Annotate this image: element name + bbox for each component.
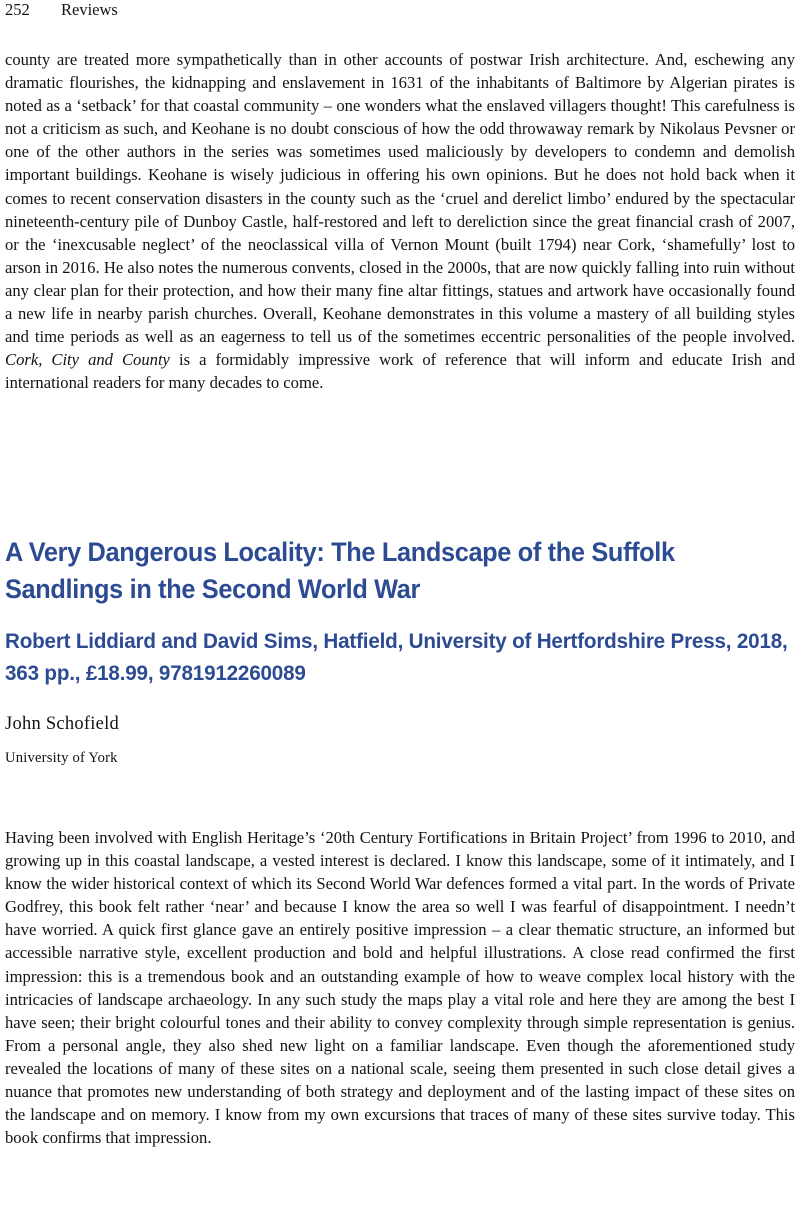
running-head-title: Reviews: [61, 0, 118, 19]
reviewer-affiliation: University of York: [5, 750, 118, 766]
continued-review-paragraph: [5, 48, 795, 394]
running-head: [5, 0, 795, 24]
review-imprint: Robert Liddiard and David Sims, Hatfield, University of Hertfordshire Press, 2018, 363 pp., £18.99, 9781912260089: [5, 629, 788, 685]
review-header: [5, 534, 795, 689]
review-title: A Very Dangerous Locality: The Landscape of the Suffolk Sandlings in the Second World War: [5, 537, 675, 604]
cited-book-title: Cork, City and County: [5, 350, 170, 370]
reviewer-name: John Schofield: [5, 714, 119, 734]
review-body-paragraph: Having been involved with English Heritage’s ‘20th Century Fortifications in Britain Project’ from 1996 to 2010, and growing up in this coastal landscape, a vested interest is declared. I know this landscape, some of it intimately, and I know the wider historical context of which its Second World War defences formed a vital part. In the words of Private Godfrey, this book felt rather ‘near’ and because I know the area so well I was fearful of disappointment. I needn’t have worried. A quick first glance gave an entirely positive impression – a clear thematic structure, an informed but accessible narrative style, excellent production and bold and helpful illustrations. A close read confirmed the first impression: this is a tremendous book and an outstanding example of how to weave complex local history with the intricacies of landscape archaeology. In any such study the maps play a vital role and here they are among the best I have seen; their bright colourful tones and their ability to convey complexity through simple representation is genius. From a personal angle, they also shed new light on a familiar landscape. Even though the aforementioned study revealed the locations of many of these sites on a national scale, seeing them presented in such close detail gives a nuance that promotes new understanding of both strategy and deployment and of the lasting impact of these sites on the landscape and on memory. I know from my own excursions that traces of many of these sites survive today. This book confirms that impression.: [5, 828, 795, 1148]
continued-review-paragraph-block: [5, 48, 795, 394]
paragraph-tail-text: is a formidably impressive work of reference that will inform and educate Irish and international readers for many decades to come.: [5, 350, 796, 393]
review-body-block: [5, 826, 795, 1149]
page-number: 252: [5, 0, 30, 19]
paragraph-lead-text: county are treated more sympathetically than in other accounts of postwar Irish architecture. And, eschewing any dramatic flourishes, the kidnapping and enslavement in 1631 of the inhabitants of Baltimore by Algerian pirates is noted as a ‘setback’ for that coastal community – one wonders what the enslaved villagers thought! This carefulness is not a criticism as such, and Keohane is no doubt conscious of how the odd throwaway remark by Nikolaus Pevsner or one of the other authors in the series was sometimes used maliciously by developers to condemn and demolish important buildings. Keohane is wisely judicious in offering his own opinions. But he does not hold back when it comes to recent conservation disasters in the county such as the ‘cruel and derelict limbo’ endured by the spectacular nineteenth-century pile of Dunboy Castle, half-restored and left to dereliction since the great financial crash of 2007, or the ‘inexcusable neglect’ of the neoclassical villa of Vernon Mount (built 1794) near Cork, ‘shamefully’ lost to arson in 2016. He also notes the numerous convents, closed in the 2000s, that are now quickly falling into ruin without any clear plan for their protection, and how their many fine altar fittings, statues and artwork have occasionally found a new life in nearby parish churches. Overall, Keohane demonstrates in this volume a mastery of all building styles and time periods as well as an eagerness to tell us of the sometimes eccentric personalities of the people involved.: [5, 50, 795, 347]
